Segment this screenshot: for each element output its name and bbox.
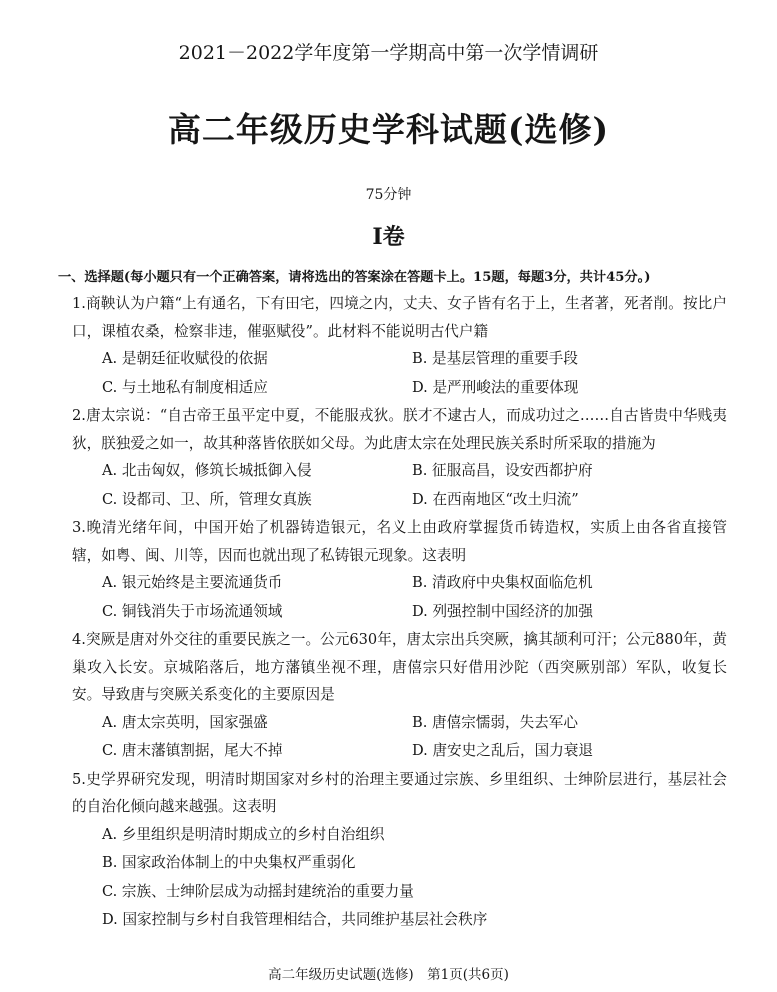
exam-name: 2021－2022学年度第一学期高中第一次学情调研 bbox=[178, 42, 599, 64]
option-a: A. 乡里组织是明清时期成立的乡村自治组织 bbox=[102, 825, 385, 843]
option-row bbox=[72, 598, 727, 626]
option-row bbox=[72, 569, 727, 597]
option-a: A. 北击匈奴，修筑长城抵御入侵 bbox=[102, 462, 312, 480]
option-c: C. 唐末藩镇割据，尾大不掉 bbox=[102, 742, 283, 760]
question-text: 史学界研究发现，明清时期国家对乡村的治理主要通过宗族、乡里组织、士绅阶层进行，基层社会的自治化倾向越来越强。这表明 bbox=[72, 770, 727, 816]
exam-duration: 75分钟 bbox=[365, 187, 412, 203]
question-3 bbox=[72, 514, 727, 626]
question-number: 1. bbox=[72, 295, 86, 312]
option-row bbox=[72, 345, 727, 373]
option-b: B. 国家政治体制上的中央集权严重弱化 bbox=[102, 854, 356, 872]
option-d: D. 列强控制中国经济的加强 bbox=[412, 602, 593, 620]
question-text: 唐太宗说：“自古帝王虽平定中夏，不能服戎狄。朕才不逮古人，而成功过之……自古皆贵中华贱夷狄，朕独爱之如一，故其种落皆依朕如父母。为此唐太宗在处理民族关系时所采取的措施为 bbox=[72, 407, 727, 452]
option-c: C. 铜钱消失于市场流通领域 bbox=[102, 602, 283, 620]
option-row bbox=[72, 821, 727, 849]
option-b: B. 征服高昌，设安西都护府 bbox=[412, 462, 593, 480]
option-row bbox=[72, 374, 727, 402]
option-row bbox=[72, 457, 727, 485]
option-row bbox=[72, 849, 727, 877]
page-footer: 高二年级历史试题(选修) 第1页(共6页) bbox=[268, 967, 509, 983]
volume-label: Ⅰ卷 bbox=[372, 224, 405, 250]
question-1 bbox=[72, 290, 727, 402]
question-stem bbox=[72, 290, 727, 345]
question-2 bbox=[72, 402, 727, 514]
question-list bbox=[72, 290, 727, 934]
option-d: D. 唐安史之乱后，国力衰退 bbox=[412, 742, 593, 760]
option-row bbox=[72, 906, 727, 934]
exam-title: 高二年级历史学科试题(选修) bbox=[167, 110, 610, 149]
option-c: C. 设都司、卫、所，管理女真族 bbox=[102, 490, 312, 508]
section-heading: 一、选择题(每小题只有一个正确答案，请将选出的答案涂在答题卡上。15题，每题3分，共计45分。) bbox=[58, 270, 651, 285]
option-b: B. 清政府中央集权面临危机 bbox=[412, 574, 593, 592]
option-d: D. 是严刑峻法的重要体现 bbox=[412, 378, 579, 396]
question-text: 晚清光绪年间，中国开始了机器铸造银元，名义上由政府掌握货币铸造权，实质上由各省直接管辖，如粤、闽、川等，因而也就出现了私铸银元现象。这表明 bbox=[72, 519, 727, 564]
option-b: B. 唐僖宗懦弱，失去军心 bbox=[412, 713, 578, 731]
option-d: D. 国家控制与乡村自我管理相结合，共同维护基层社会秩序 bbox=[102, 911, 488, 928]
option-a: A. 唐太宗英明，国家强盛 bbox=[102, 713, 268, 731]
option-row bbox=[72, 486, 727, 514]
option-row bbox=[72, 878, 727, 906]
option-row bbox=[72, 737, 727, 765]
option-row bbox=[72, 709, 727, 737]
question-number: 4. bbox=[72, 631, 86, 648]
option-c: C. 宗族、士绅阶层成为动摇封建统治的重要力量 bbox=[102, 882, 414, 900]
question-stem bbox=[72, 626, 727, 709]
option-a: A. 是朝廷征收赋役的依据 bbox=[102, 350, 268, 368]
question-text: 商鞅认为户籍“上有通名，下有田宅，四境之内，丈夫、女子皆有名于上，生者著，死者削。按比户口，课植农桑，检察非违，催驱赋役”。此材料不能说明古代户籍 bbox=[72, 295, 727, 340]
question-5 bbox=[72, 766, 727, 935]
option-a: A. 银元始终是主要流通货币 bbox=[102, 574, 283, 592]
question-4 bbox=[72, 626, 727, 766]
option-b: B. 是基层管理的重要手段 bbox=[412, 350, 578, 368]
question-stem bbox=[72, 402, 727, 457]
question-stem bbox=[72, 766, 727, 821]
question-number: 5. bbox=[72, 770, 86, 788]
question-number: 3. bbox=[72, 519, 86, 536]
question-number: 2. bbox=[72, 407, 86, 424]
option-d: D. 在西南地区“改土归流” bbox=[412, 490, 579, 508]
question-stem bbox=[72, 514, 727, 569]
option-c: C. 与土地私有制度相适应 bbox=[102, 378, 268, 396]
question-text: 突厥是唐对外交往的重要民族之一。公元630年，唐太宗出兵突厥，擒其颉利可汗；公元880年，黄巢攻入长安。京城陷落后，地方藩镇坐视不理，唐僖宗只好借用沙陀（西突厥别部）军队，收复长安。导致唐与突厥关系变化的主要原因是 bbox=[72, 631, 727, 704]
